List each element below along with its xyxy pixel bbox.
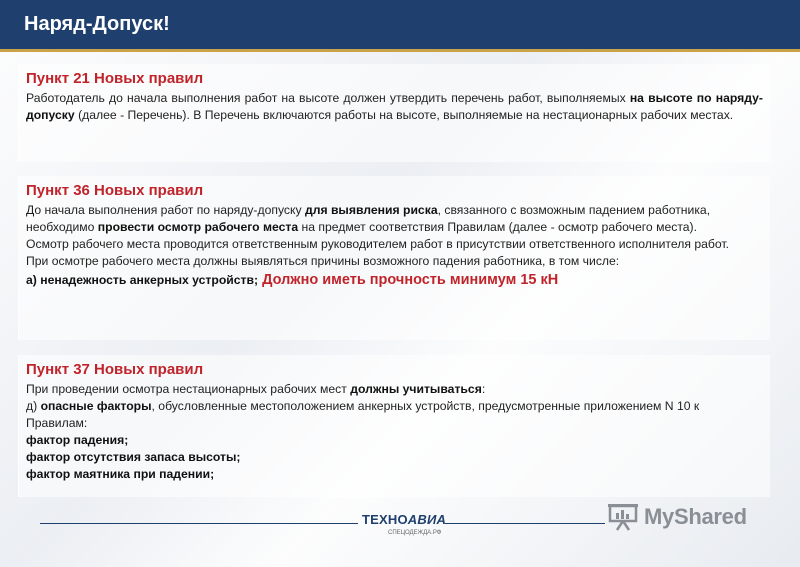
text-segment: Работодатель до начала выполнения работ на высоте должен утвердить перечень работ, выполняемых (26, 91, 630, 105)
logo-subtitle: СПЕЦОДЕЖДА.РФ (388, 530, 442, 536)
logo-part: ТЕХНО (362, 512, 408, 527)
text-segment: : (481, 382, 486, 396)
text-segment: До начала выполнения работ по наряду-допуску (26, 203, 305, 217)
slide-header (0, 0, 800, 52)
rule-36-card (18, 176, 770, 340)
rule-37-factor-2 (26, 449, 763, 466)
bold-segment: на высоте по наряду-допуску (26, 91, 763, 122)
bold-segment: фактор отсутствия запаса высоты; (26, 450, 241, 464)
rule-21-heading: Пункт 21 Новых правил (26, 70, 204, 87)
text-segment: (далее - Перечень). В Перечень включаются работы на высоте, выполняемые на нестационарных рабочих местах. (74, 108, 734, 122)
logo-part: АВИА (407, 512, 447, 527)
bold-segment: а) ненадежность анкерных устройств; (26, 273, 259, 287)
text-segment: При проведении осмотра нестационарных рабочих мест (26, 382, 351, 396)
text-segment: , обусловленные местоположением анкерных устройств, предусмотренные приложением N 10 к Правилам: (26, 399, 700, 430)
footer-divider-right (445, 523, 605, 524)
bold-segment: опасные факторы (40, 399, 152, 413)
rule-37-factor-1 (26, 432, 763, 449)
highlight-note: Должно иметь прочность минимум 15 кН (258, 272, 559, 288)
rule-21-card (18, 64, 770, 162)
rule-36-para-2: Осмотр рабочего места проводится ответственным руководителем работ в присутствии ответственного исполнителя работ. (26, 237, 729, 251)
text-segment: на предмет соответствия Правилам (далее - осмотр рабочего места). (298, 220, 697, 234)
rule-37-heading: Пункт 37 Новых правил (26, 361, 204, 378)
rule-36-heading: Пункт 36 Новых правил (26, 182, 204, 199)
rule-36-para-4 (26, 272, 763, 289)
company-logo (362, 512, 446, 527)
rule-37-card (18, 355, 770, 497)
bold-segment: фактор падения; (26, 433, 129, 447)
rule-36-para-1 (26, 202, 763, 236)
footer-divider-left (40, 523, 358, 524)
presentation-icon (608, 503, 640, 531)
rule-36-para-3: При осмотре рабочего места должны выявляться причины возможного падения работника, в том числе: (26, 254, 620, 268)
text-segment: , связанного с возможным падением работника, необходимо (26, 203, 711, 234)
slide-title: Наряд-Допуск! (24, 13, 170, 35)
text-segment: д) (26, 399, 41, 413)
rule-37-factor-3 (26, 466, 763, 483)
bold-segment: для выявления риска (304, 203, 438, 217)
bold-segment: фактор маятника при падении; (26, 467, 215, 481)
bold-segment: должны учитываться (350, 382, 482, 396)
rule-21-text (26, 90, 763, 124)
rule-37-para-1 (26, 381, 763, 398)
watermark-text: MyShared (644, 504, 747, 529)
rule-37-para-2 (26, 398, 763, 432)
watermark (608, 503, 747, 531)
bold-segment: провести осмотр рабочего места (97, 220, 299, 234)
